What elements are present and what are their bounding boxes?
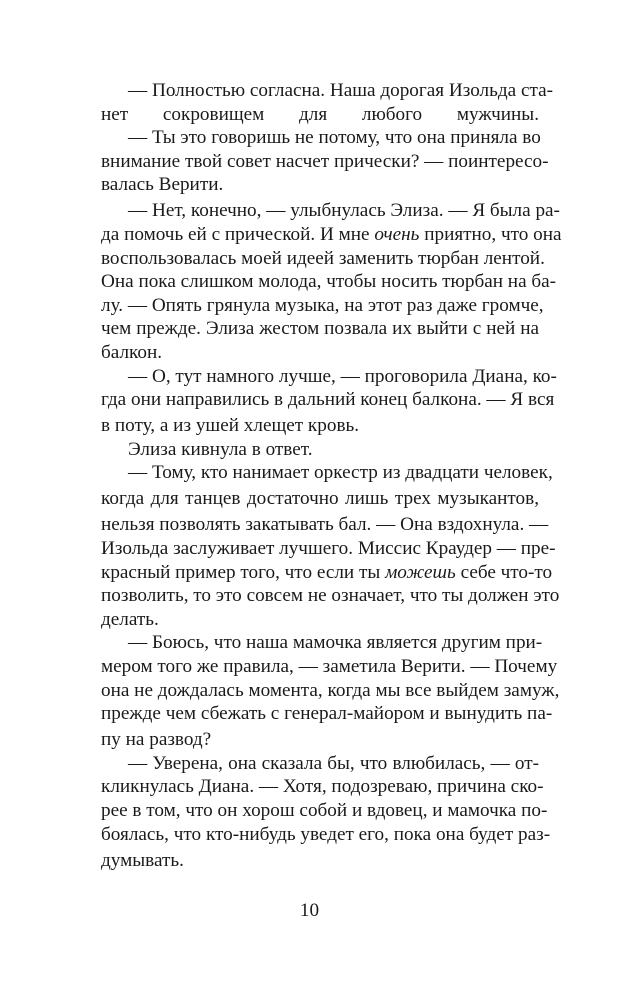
text-run: да помочь ей с прической. И мне: [101, 224, 375, 245]
text-line: позволить, то это совсем не означает, что ты должен это: [101, 585, 560, 606]
text-line: кликнулась Диана. — Хотя, подозреваю, причина ско-: [101, 776, 544, 797]
text-line: когда для танцев достаточно лишь трех музыкантов,: [101, 488, 539, 509]
text-run: себе что-то: [455, 562, 553, 583]
text-line: [101, 222, 562, 248]
text-line: рее в том, что он хорош собой и вдовец, и мамочка по-: [101, 800, 548, 821]
text-line: Изольда заслуживает лучшего. Миссис Краудер — пре-: [101, 538, 556, 559]
text-line: внимание твой совет насчет прически? — поинтересо-: [101, 151, 549, 172]
text-line: валась Верити.: [101, 174, 224, 195]
text-run: красный пример того, что если ты: [101, 562, 386, 583]
text-line: воспользовалась моей идеей заменить тюрбан лентой.: [101, 248, 545, 269]
text-line: прежде чем сбежать с генерал-майором и вынудить па-: [101, 703, 553, 724]
text-line: лу. — Опять грянула музыка, на этот раз даже громче,: [101, 295, 544, 316]
text-line: — О, тут намного лучше, — проговорила Диана, ко-: [128, 366, 557, 387]
emphasis-word: очень: [374, 224, 420, 245]
text-line: — Ты это говоришь не потому, что она приняла во: [128, 127, 541, 148]
text-line: Она пока слишком молода, чтобы носить тюрбан на ба-: [101, 271, 557, 292]
text-line: мером того же правила, — заметила Верити. — Почему: [101, 656, 558, 677]
text-line: балкон.: [101, 342, 163, 363]
text-line: — Уверена, она сказала бы, что влюбилась, — от-: [128, 753, 539, 774]
text-line: пу на развод?: [101, 729, 212, 750]
text-line: думывать.: [101, 850, 184, 871]
page-number: 10: [299, 900, 320, 921]
emphasis-word: можешь: [385, 562, 456, 583]
text-line: нет сокровищем для любого мужчины.: [101, 104, 539, 125]
text-line: — Тому, кто нанимает оркестр из двадцати человек,: [128, 462, 553, 483]
text-run: приятно, что она: [419, 224, 562, 245]
text-line: делать.: [101, 609, 159, 630]
text-line: — Боюсь, что наша мамочка является другим при-: [128, 632, 543, 653]
text-line: Элиза кивнула в ответ.: [128, 439, 313, 460]
text-line: — Полностью согласна. Наша дорогая Изольда ста-: [128, 80, 553, 101]
text-line: нельзя позволять закатывать бал. — Она вздохнула. —: [101, 514, 549, 535]
text-line: гда они направились в дальний конец балкона. — Я вся: [101, 389, 555, 410]
text-line: чем прежде. Элиза жестом позвала их выйти с ней на: [101, 318, 539, 339]
text-line: она не дождалась момента, когда мы все выйдем замуж,: [101, 680, 560, 701]
text-line: — Нет, конечно, — улыбнулась Элиза. — Я была ра-: [128, 200, 560, 221]
text-line: в поту, а из ушей хлещет кровь.: [101, 415, 360, 436]
text-line: боялась, что кто-нибудь уведет его, пока она будет раз-: [101, 824, 551, 845]
